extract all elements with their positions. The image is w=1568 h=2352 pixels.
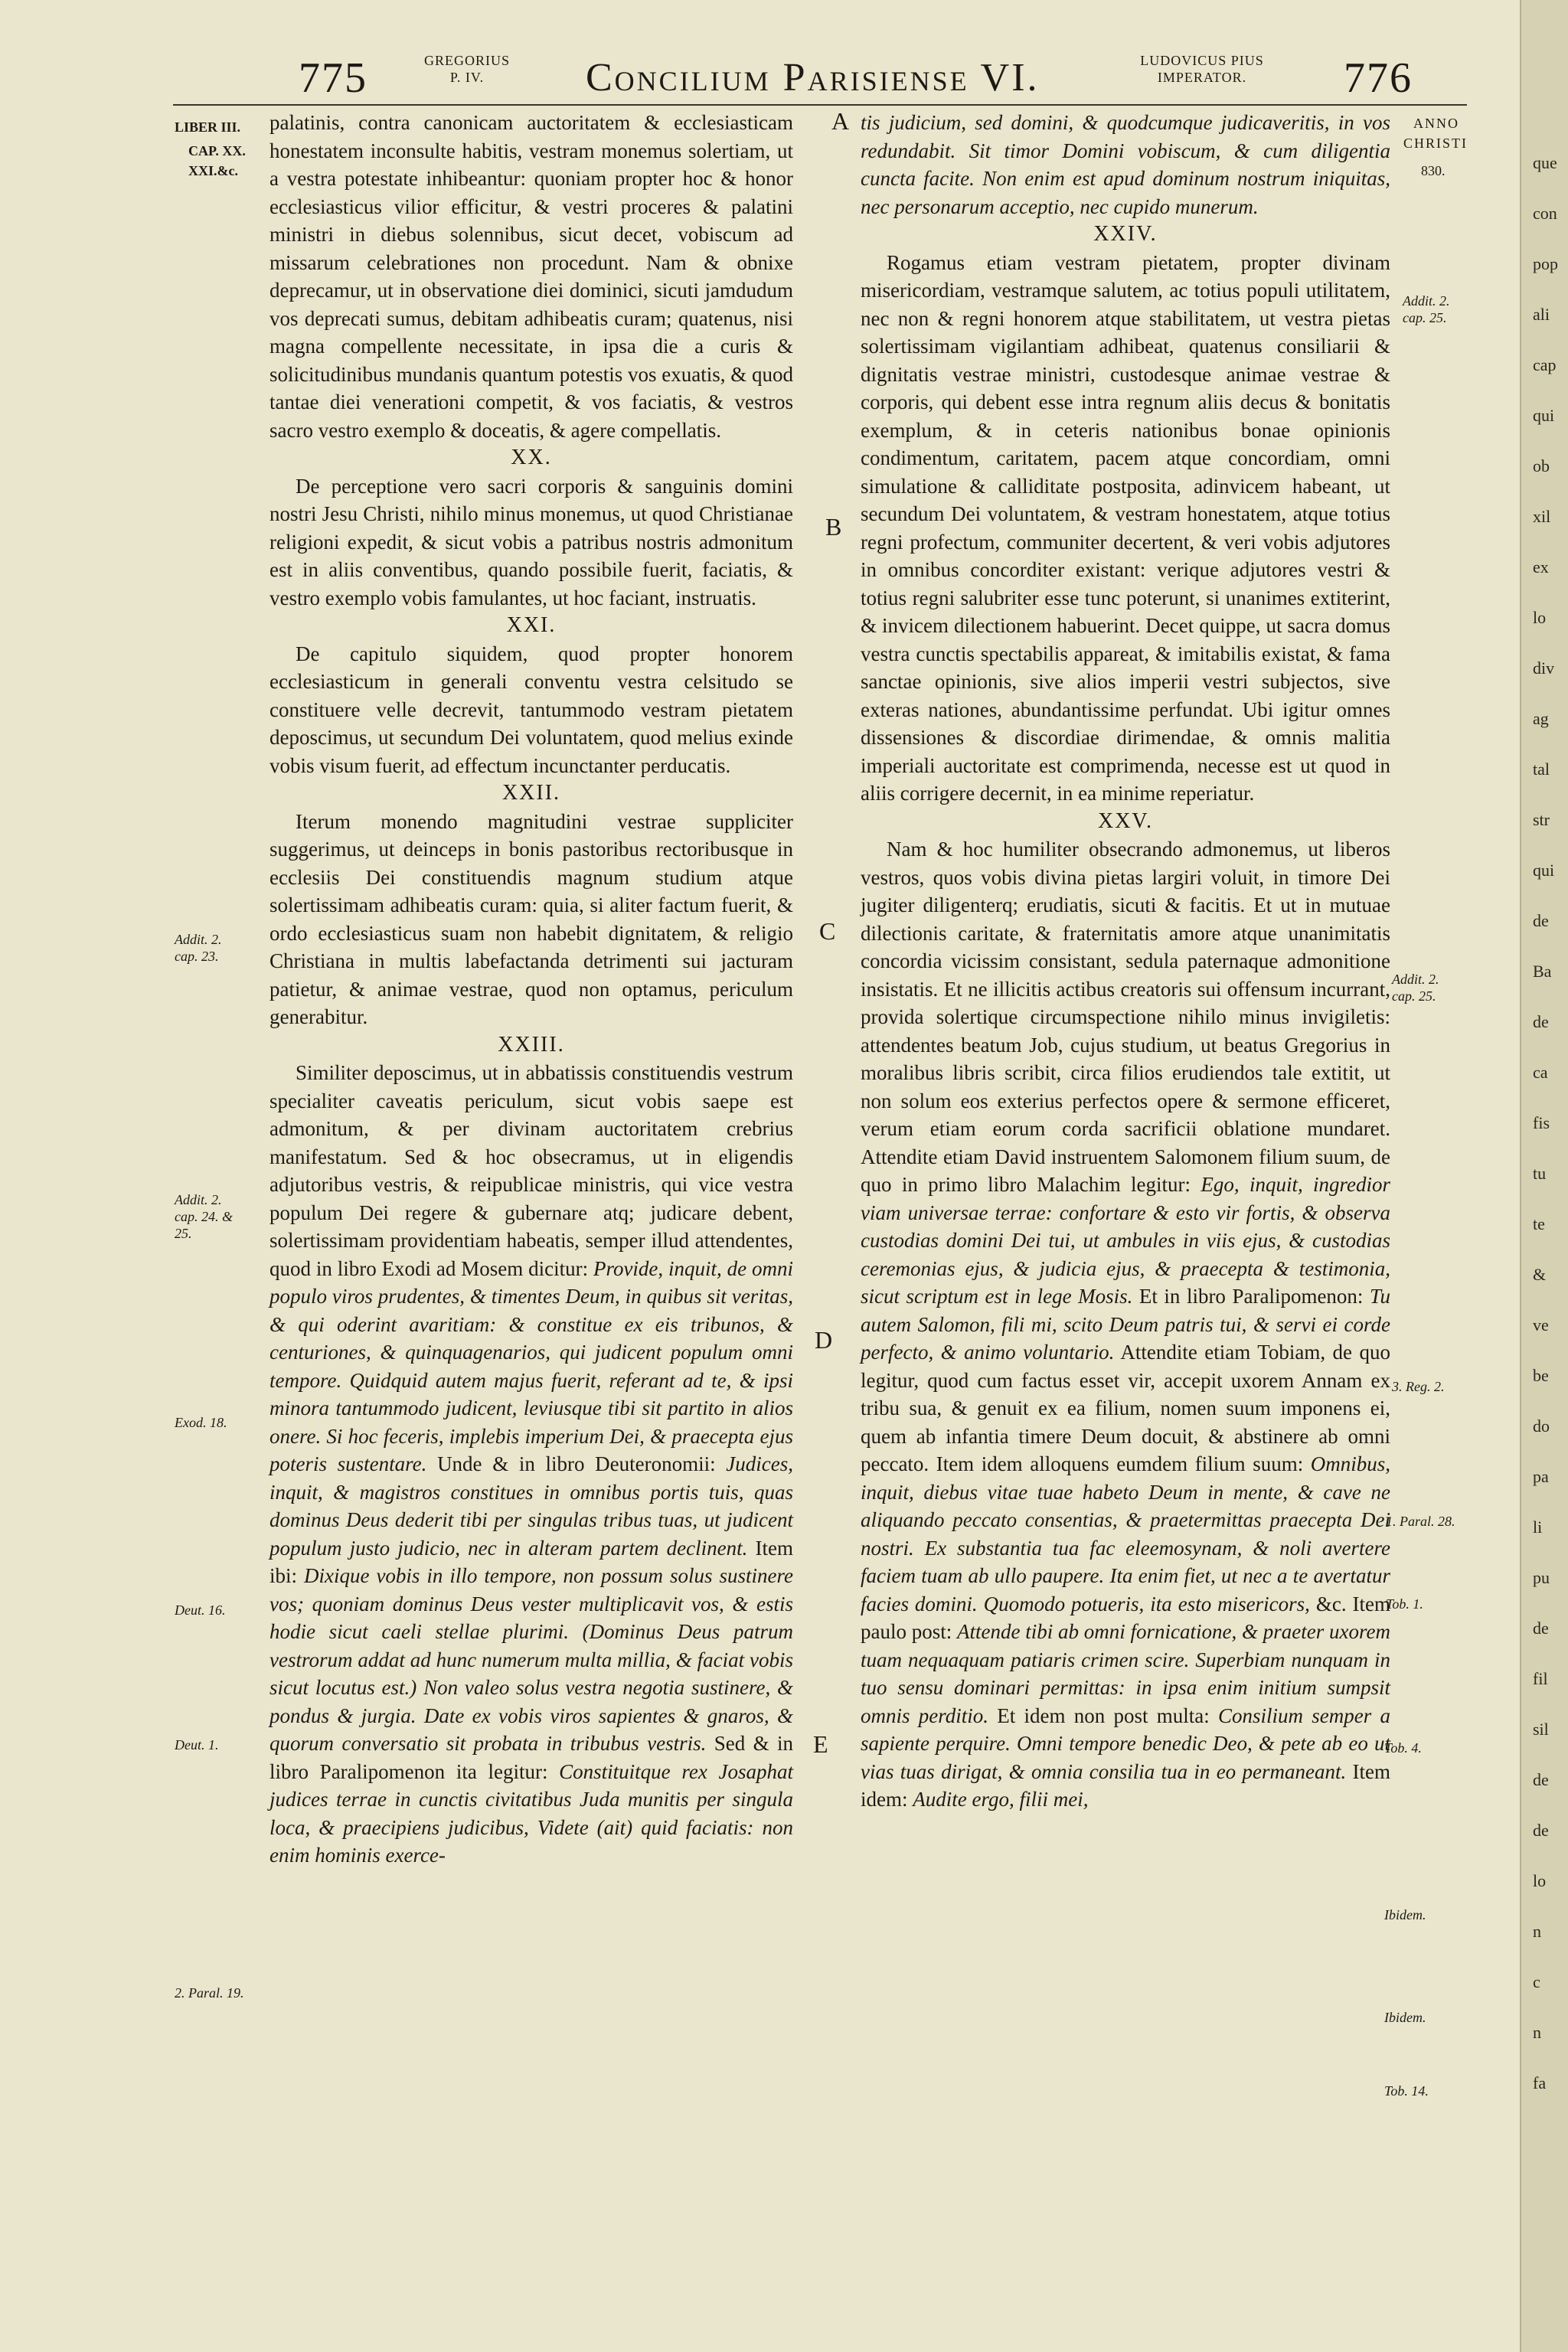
section-letter-a: A <box>831 107 850 135</box>
facing-page-fragment: qui <box>1533 406 1555 425</box>
text-segment: Et idem non post multa: <box>997 1704 1210 1727</box>
paralipomenon-28-quotation: Tu autem Salomon, fili mi, scito Deum patris tui, & servi ei corde perfecto, & animo voluntario. <box>861 1285 1390 1364</box>
exodus-quotation: Provide, inquit, de omni populo viros prudentes, & timentes Deum, in quibus sit veritas, & qui oderint avaritiam: & constitue ex eis tribunos, & centuriones, & quinquagenarios, qui judicent populum omni tempore. Quidquid autem majus fuerit, referant ad te, & ipsi minora tantummodo judicent, leviusque tibi sit partito in alios onere. Si hoc feceris, implebis imperium Dei, & praecepta ejus poteris sustentare. <box>270 1256 793 1475</box>
section-heading-xxiii: XXIII. <box>498 1032 565 1057</box>
text-segment: Similiter deposcimus, ut in abbatissis constituendis vestrum specialiter caveatis periculum, sicut vobis saepe est admonitum, & per divinam auctoritatem crebrius manifestatum. Sed & hoc obsecramus, ut in eligendis adjutoribus vestris, & reipublicae ministris, qui vice vestra populum Dei regere & gubernare atq; judicare debent, solertissimam providentiam habeatis, semper illud attendentes, quod in libro Exodi ad Mosem dicitur: <box>270 1061 793 1280</box>
facing-page-fragment: & <box>1533 1265 1547 1284</box>
facing-page-fragment: pop <box>1533 254 1558 273</box>
margin-anno: ANNO <box>1413 116 1459 131</box>
emperor-title: IMPERATOR. <box>1157 70 1247 85</box>
margin-ibidem-2: Ibidem. <box>1384 2010 1426 2025</box>
facing-page-fragment: ca <box>1533 1063 1548 1082</box>
tobit-4-quotation: Omnibus, inquit, diebus vitae tuae habeto Deum in mente, & cave ne aliquando peccato consentias, & praetermittas praecepta Dei nostri. Ex substantia tua fac eleemosynam, & noli avertere faciem tuam ab ullo paupere. Ita enim fiet, ut nec a te avertatur facies domini. Quomodo potueris, ita esto misericors, <box>861 1452 1391 1615</box>
facing-page-fragment: pa <box>1533 1467 1549 1486</box>
tobit-attende-quotation: Attende tibi ab omni fornicatione, & praeter uxorem tuam nequaquam patiaris crimen scire. Superbiam nunquam in tuo sensu dominari permittas: in ipsa enim initium sumpsit omnis perditio. <box>861 1620 1391 1727</box>
margin-paral19-ref: 2. Paral. 19. <box>175 1985 244 2001</box>
margin-christi: CHRISTI <box>1403 136 1468 151</box>
section-heading-xx: XX. <box>511 446 552 469</box>
emperor-name: LUDOVICUS PIUS <box>1140 53 1264 68</box>
facing-page-fragment: n <box>1533 2023 1541 2042</box>
running-title: Concilium Parisiense VI. <box>586 56 1040 100</box>
facing-page-fragment: que <box>1533 153 1557 172</box>
facing-page-fragment: lo <box>1533 1871 1547 1890</box>
text-segment: Item idem: <box>861 1759 1390 1811</box>
margin-cap-xxi: XXI.&c. <box>188 163 238 178</box>
margin-reg-ref: 3. Reg. 2. <box>1392 1379 1445 1394</box>
paragraph-intro: palatinis, contra canonicam auctoritatem & ecclesiasticam honestatem inconsulte habitis, vestram monemus solertiam, ut a vestra potestate inhibeantur: quoniam propter hoc & honor ecclesiasticus vilior efficitur, & vestri proceres & palatini ministri in diebus solennibus, sicut decet, vobiscum ad missarum celebrationes non procedunt. Nam & obnixe deprecamur, ut in observatione diei dominici, sicuti jamdudum vos deprecati sumus, debitam adhibeatis curam; quatenus, nisi magna compellente necessitate, in ipsa die a curis & solicitudinibus mundanis quantum potestis vos exuatis, & quod tantae diei venerationi competit, & vos faciatis, & vestros sacro vestro exemplo & doceatis, & agere compellatis. <box>270 111 793 442</box>
facing-page-fragment: de <box>1533 1619 1549 1638</box>
facing-page-fragment: str <box>1533 810 1550 829</box>
facing-page-fragment: cap <box>1533 355 1557 374</box>
emperor-header <box>1102 52 1302 86</box>
facing-page-fragment: li <box>1533 1517 1543 1537</box>
paragraph-xxv <box>861 835 1390 1814</box>
section-heading-xxv: XXV. <box>1097 808 1154 833</box>
text-segment: &c. Item paulo post: <box>861 1592 1391 1643</box>
right-column <box>861 109 1390 1814</box>
paragraph-continuation <box>861 109 1390 220</box>
facing-page-fragment: tal <box>1533 760 1550 779</box>
section-letter-c: C <box>819 917 836 945</box>
facing-page-fragment: ob <box>1533 456 1550 475</box>
paragraph-xxiii <box>270 1059 793 1870</box>
facing-page-fragment: div <box>1533 658 1555 678</box>
margin-deut16-ref: Deut. 16. <box>175 1602 226 1618</box>
facing-page-fragment: fil <box>1533 1669 1548 1688</box>
margin-paral28-ref: 1. Paral. 28. <box>1386 1514 1455 1529</box>
facing-page-fragment: be <box>1533 1366 1549 1385</box>
margin-addit-3: Addit. 2. cap. 25. <box>1403 293 1450 325</box>
margin-year: 830. <box>1421 163 1446 178</box>
facing-page-fragment: lo <box>1533 608 1547 627</box>
paralipomenon-quotation: Constituitque rex Josaphat judices terrae in cunctis civitatibus Juda munitis per singula loca, & praecipiens judicibus, Videte (ait) quid faciatis: non enim hominis exerce- <box>270 1759 793 1867</box>
facing-page-fragment: con <box>1533 204 1557 223</box>
pope-name: GREGORIUS <box>423 53 510 68</box>
facing-page-fragment: de <box>1533 1821 1549 1840</box>
facing-page-fragment: xil <box>1533 507 1551 526</box>
text-segment: Item ibi: <box>270 1536 793 1587</box>
facing-page-fragment: sil <box>1533 1720 1549 1739</box>
text-segment: Unde & in libro Deuteronomii: <box>437 1452 716 1475</box>
facing-page-fragment: ali <box>1533 305 1550 324</box>
facing-page-fragment: te <box>1533 1214 1545 1233</box>
page-number-right: 776 <box>1344 54 1413 102</box>
margin-exodus-ref: Exod. 18. <box>175 1415 227 1430</box>
facing-page-fragment: de <box>1533 1012 1549 1031</box>
facing-page-fragment: de <box>1533 1770 1549 1789</box>
paragraph-xx: De perceptione vero sacri corporis & sanguinis domini nostri Jesu Christi, nihilo minus monemus, ut quod Christianae religioni expedit, & sicut vobis a patribus nostris admonitum est in aliis conventibus, quando possibile fuerit, faciatis, & vestro exemplo vobis famulantes, ut hoc faciant, instruatis. <box>270 474 793 609</box>
section-heading-xxii: XXII. <box>501 781 561 805</box>
page-number-left: 775 <box>299 54 368 102</box>
paragraph-xxii: Iterum monendo magnitudini vestrae suppliciter suggerimus, ut deinceps in bonis pastoribus rectoribusque in ecclesiis Dei constituendis magnum studium atque solertissimam adhibeatis curam: quia, si aliter factum fuerit, & ordo ecclesiasticus suam non habebit dignitatem, & religio Christiana in multis labefactanda detrimenti sui jacturam patietur, & animae vestrae, quod non optamus, periculum generabitur. <box>270 809 793 1028</box>
margin-tob4-ref: Tob. 4. <box>1384 1740 1422 1756</box>
section-letter-d: D <box>815 1326 833 1354</box>
text-segment: Et in libro Paralipomenon: <box>1138 1285 1364 1308</box>
tobit-14-quotation: Audite ergo, filii mei, <box>913 1788 1089 1811</box>
text-segment: Nam & hoc humiliter obsecrando admonemus, ut liberos vestros, quos vobis divina pietas largiri voluit, in timore Dei jugiter diligenterq; erudiatis, sicuti & facitis. Et ut in mutuae dilectionis caritate, & fraternitatis amore atque unanimitatis concordia vicissim consistant, sedula paternaque admonitione insistatis. Et ne illicitis actibus creatoris sui offensum incurrant, provida solertique circumspectione nihilo minus invigiletis: attendentes beatum Job, cujus studium, ut beatus Gregorius in moralibus libris scribit, circa filios erudiendos tale extitit, ut non solum eos exterius perfectos opere & sermone efficeret, verum etiam eorum corda sacrificii oblatione mundaret. Attendite etiam David instruentem Salomonem filium suum, de quo in primo libro Malachim legitur: <box>861 838 1390 1196</box>
facing-page-fragment: ex <box>1533 557 1549 577</box>
pope-header <box>413 52 521 86</box>
facing-page-fragment: qui <box>1533 861 1555 880</box>
facing-page-fragment: n <box>1533 1922 1541 1941</box>
margin-liber: LIBER III. <box>175 119 241 135</box>
facing-page-fragment: tu <box>1533 1164 1547 1183</box>
paragraph-xxiv: Rogamus etiam vestram pietatem, propter divinam misericordiam, vestramque salutem, ac totius populi utilitatem, nec non & regni honorem atque stabilitatem, ut vestra pietas solertissimam vigilantiam adhibeat, quatenus consiliarii & dignitatis vestrae ministri, custodesque animae vestrae & corporis, qui debent esse intra regnum aliis decus & bonitatis exemplum, & in ceteris nationibus bonae opinionis condimentum, caritatem, pacem atque concordiam, omni simulatione & calliditate postposita, adinvicem habeant, ut secundum Dei voluntatem, & vestram honestatem, atque totius regni profectum, communiter decertent, & veri vobis adjutores in omnibus concorditer existant: verique adjutores vestri & totius regni salubriter esse tunc poterunt, si unanimes extiterint, & invicem dilectionem habuerint. Decet quippe, ut sacra domus vestra cunctis spectabilis appareat, & imitabilis existat, & fama sanctae opinionis, sive alios imperii vestri subjectos, sive exteras nationes, abundantissime perfundat. Ubi igitur omnes dissensiones & discordiae dirimendae, & omnis malitia imperiali auctoritate est comprimenda, necesse est ut quod in aliis corrigere decernit, in ea minime reperiatur. <box>861 250 1390 805</box>
deuteronomy-1-quotation: Dixique vobis in illo tempore, non possum solus sustinere vos; quoniam dominus Deus vester multiplicavit vos, & estis hodie sicut caeli stellae plurimi. (Dominus Deus patrum vestrorum addat ad hunc numerum multa millia, & faciat vobis sicut locutus est.) Non valeo solus vestra negotia sustinere, & pondus & jurgia. Date ex vobis viros sapientes & gnaros, & quorum conversatio sit probata in tribubus vestris. <box>270 1564 794 1755</box>
facing-page-fragment: ag <box>1533 709 1549 728</box>
left-column <box>270 109 793 1870</box>
tobit-consilium-quotation: Consilium semper a sapiente perquire. Omni tempore benedic Deo, & pete ab eo ut vias tuas dirigat, & omnia consilia tua in eo permaneant. <box>861 1704 1390 1783</box>
paralipomenon-quotation-end: tis judicium, sed domini, & quodcumque judicaveritis, in vos redundabit. Sit timor Domini vobiscum, & cum diligentia cuncta facite. Non enim est apud dominum nostrum iniquitas, nec personarum acceptio, nec cupido munerum. <box>861 111 1390 218</box>
section-letter-e: E <box>813 1730 828 1758</box>
margin-deut1-ref: Deut. 1. <box>175 1737 219 1753</box>
pope-number: P. IV. <box>449 70 485 85</box>
margin-tob14-ref: Tob. 14. <box>1384 2083 1429 2099</box>
deuteronomy-quotation: Judices, inquit, & magistros constitues in omnibus portis tuis, quas dominus Deus dederit tibi per singulas tribus tuas, ut judicent populum justo judicio, nec in alteram partem declinent. <box>270 1452 793 1560</box>
facing-page-fragment: Ba <box>1533 962 1552 981</box>
paragraph-xxi: De capitulo siquidem, quod propter honorem ecclesiasticum in generali conventu vestra celsitudo se constituere velle decrevit, tantummodo vestram pietatem deposcimus, ut secundum Dei voluntatem, quod melius exinde vobis visum fuerit, ad effectum incunctanter perducatis. <box>270 642 793 777</box>
facing-page-fragment: fis <box>1533 1113 1550 1132</box>
margin-addit-4: Addit. 2. cap. 25. <box>1392 972 1439 1004</box>
margin-tob1-ref: Tob. 1. <box>1386 1596 1423 1612</box>
malachim-quotation: Ego, inquit, ingredior viam universae terrae: confortare & esto vir fortis, & observa custodias domini Dei tui, ut ambules in viis ejus, & custodias ceremonias ejus, & judicia ejus, & praecepta & testimonia, sicut scriptum est in lege Mosis. <box>861 1173 1391 1308</box>
text-segment: Attendite etiam Tobiam, de quo legitur, quod cum factus esset vir, accepit uxorem Annam ex tribu sua, & genuit ex ea filium, nomen suum imponens ei, quem ab infantia timere Deum docuit, & abstinere ab omni peccato. Item idem alloquens eumdem filium suum: <box>861 1341 1390 1475</box>
section-heading-xxi: XXI. <box>506 613 557 637</box>
margin-addit-1: Addit. 2. cap. 23. <box>175 932 222 964</box>
facing-page-fragment: do <box>1533 1416 1550 1436</box>
margin-addit-2: Addit. 2. cap. 24. & 25. <box>175 1192 233 1241</box>
facing-page-fragment: ve <box>1533 1315 1549 1334</box>
text-segment: Sed & in libro Paralipomenon ita legitur: <box>270 1732 793 1783</box>
section-heading-xxiv: XXIV. <box>1093 222 1158 246</box>
facing-page-fragment: de <box>1533 911 1549 930</box>
header-rule <box>173 104 1467 106</box>
margin-cap: CAP. XX. <box>188 143 246 158</box>
section-letter-b: B <box>825 513 842 541</box>
margin-ibidem-1: Ibidem. <box>1384 1907 1426 1922</box>
facing-page-fragment: fa <box>1533 2073 1547 2092</box>
facing-page-fragment: c <box>1533 1972 1540 1991</box>
facing-page-fragment: pu <box>1533 1568 1550 1587</box>
